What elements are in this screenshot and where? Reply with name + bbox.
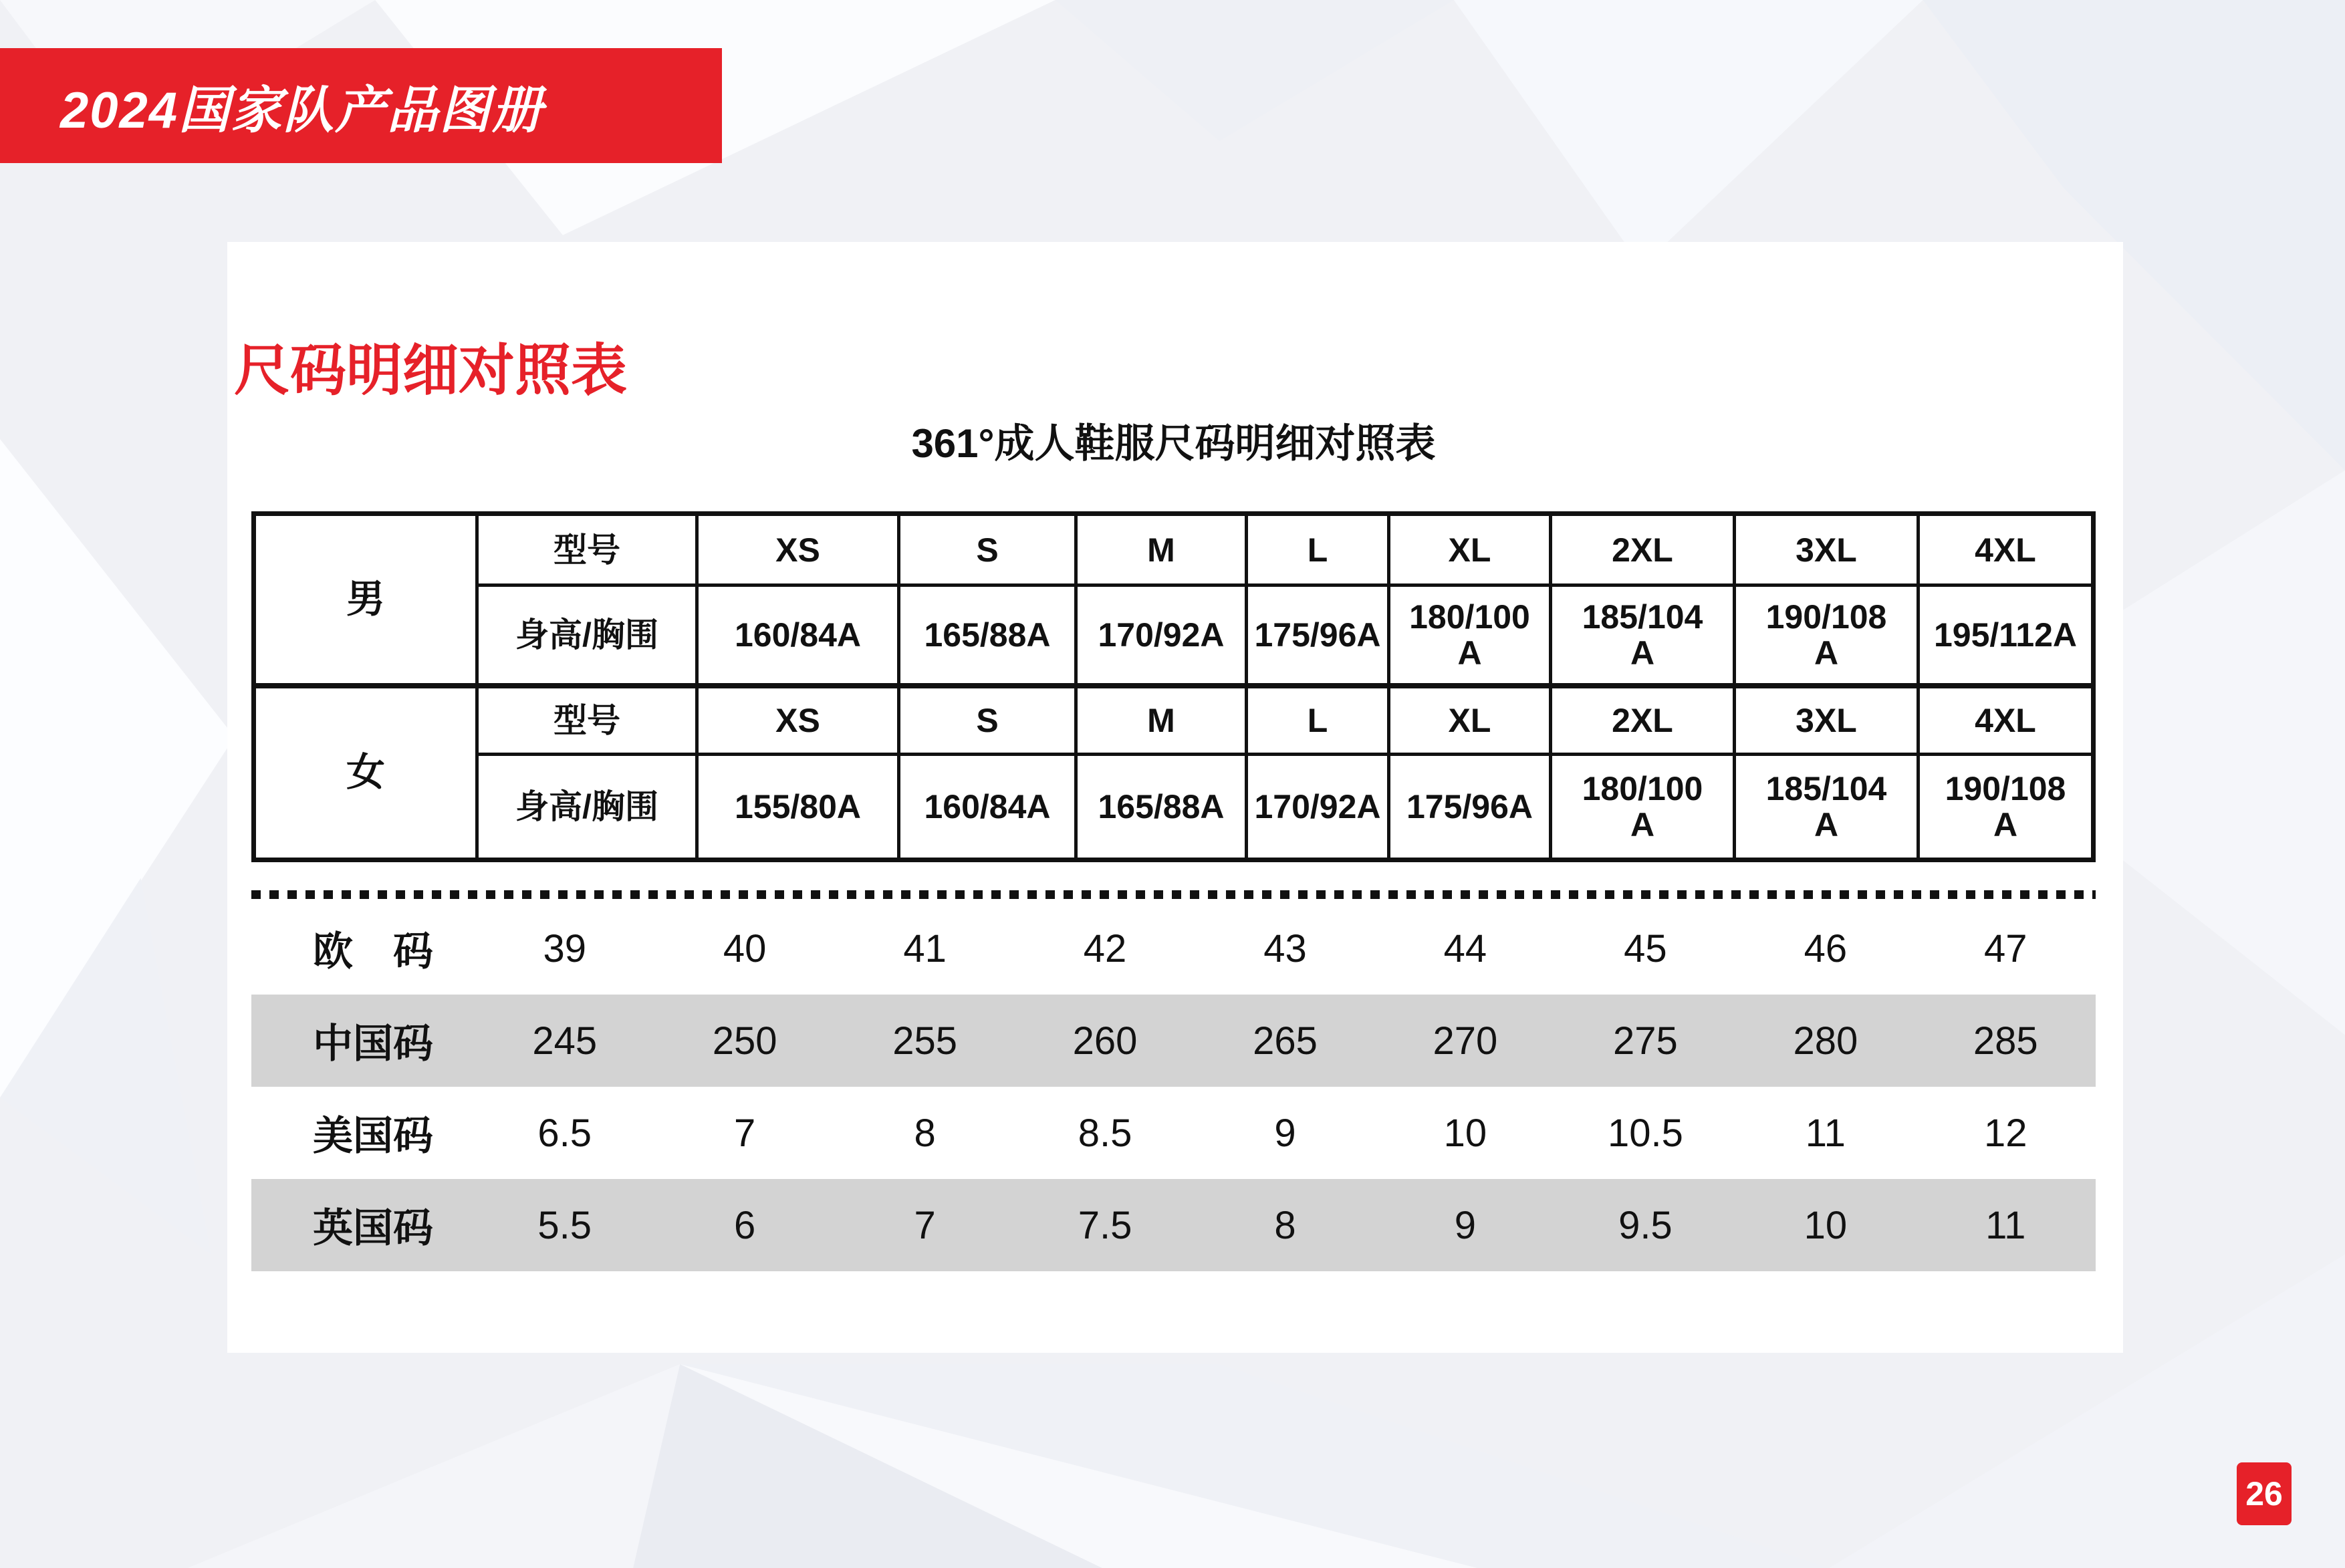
shoe-size-cell: 250 (712, 1019, 777, 1063)
shoe-size-cell: 42 (1083, 926, 1127, 970)
page-number: 26 (2245, 1475, 2283, 1513)
shoe-size-cell: 46 (1804, 926, 1848, 970)
size-header-cell: XS (699, 688, 900, 756)
size-value-cell (1736, 756, 1920, 858)
shoe-size-cell: 285 (1973, 1019, 2038, 1063)
shoe-size-cell: 47 (1984, 926, 2027, 970)
shoe-size-cell: 8 (914, 1111, 936, 1155)
cell-text: 160/84A (924, 788, 1051, 825)
shoe-size-cell: 41 (903, 926, 947, 970)
size-value-cell (699, 756, 900, 858)
cell-text: 170/92A (1254, 788, 1381, 825)
catalog-banner (0, 48, 722, 163)
cell-text: 190/108A (1945, 770, 2066, 843)
cell-text: 180/100A (1582, 770, 1703, 843)
shoe-size-row-uk (251, 1179, 2096, 1271)
height-chest-label-cell: 身高/胸围 (479, 756, 699, 858)
cell-text: 190/108A (1765, 598, 1887, 672)
size-header-cell: 2XL (1552, 688, 1736, 756)
shoe-size-cell: 265 (1253, 1019, 1318, 1063)
size-header-cell: 3XL (1736, 688, 1920, 756)
model-label-cell: 型号 (479, 516, 699, 587)
size-header-cell: L (1248, 516, 1390, 587)
size-value-cell (1390, 587, 1552, 688)
shoe-size-cell: 7.5 (1078, 1203, 1132, 1247)
shoe-size-cell: 260 (1072, 1019, 1138, 1063)
shoe-size-cell: 12 (1984, 1111, 2027, 1155)
size-header-cell: 2XL (1552, 516, 1736, 587)
shoe-size-cell: 10 (1804, 1203, 1848, 1247)
shoe-size-cell: 255 (892, 1019, 957, 1063)
shoe-size-cell: 5.5 (537, 1203, 592, 1247)
cell-text: 165/88A (924, 616, 1051, 654)
shoe-size-cell: 245 (532, 1019, 598, 1063)
size-header-cell: 4XL (1920, 688, 2091, 756)
size-header-cell: S (900, 688, 1078, 756)
shoe-size-cell: 6.5 (537, 1111, 592, 1155)
size-value-cell (1920, 587, 2091, 688)
shoe-size-row-cn (251, 995, 2096, 1087)
shoe-size-cell: 39 (543, 926, 586, 970)
shoe-size-cell: 270 (1433, 1019, 1498, 1063)
cell-text: 175/96A (1406, 788, 1533, 825)
shoe-standard-label: 中国码 (313, 1021, 433, 1066)
model-label-cell: 型号 (479, 688, 699, 756)
gender-cell-male: 男 (256, 516, 479, 688)
shoe-size-cell: 44 (1443, 926, 1487, 970)
shoe-size-cell: 11 (1805, 1111, 1846, 1155)
size-header-cell: S (900, 516, 1078, 587)
cell-text: 160/84A (734, 616, 862, 654)
page-number-badge (2237, 1462, 2292, 1525)
shoe-size-cell: 7 (914, 1203, 936, 1247)
adult-size-table (251, 511, 2096, 862)
size-header-cell: M (1078, 516, 1248, 587)
dashed-divider (251, 890, 2096, 899)
shoe-size-cell: 40 (723, 926, 767, 970)
gender-cell-female: 女 (256, 688, 479, 858)
shoe-size-row-eu (251, 902, 2096, 995)
size-header-cell: 4XL (1920, 516, 2091, 587)
size-header-cell: M (1078, 688, 1248, 756)
shoe-size-cell: 280 (1793, 1019, 1858, 1063)
cell-text: 165/88A (1098, 788, 1225, 825)
catalog-banner-title: 2024国家队产品图册 (60, 82, 544, 139)
shoe-size-row-us (251, 1087, 2096, 1179)
size-header-cell: XL (1390, 688, 1552, 756)
content-card (227, 242, 2123, 1353)
size-value-cell (1078, 587, 1248, 688)
size-value-cell (900, 587, 1078, 688)
shoe-size-cell: 9.5 (1618, 1203, 1673, 1247)
shoe-size-cell: 10.5 (1607, 1111, 1683, 1155)
shoe-size-cell: 8 (1274, 1203, 1296, 1247)
size-value-cell (1248, 756, 1390, 858)
shoe-size-table (251, 902, 2096, 1271)
height-chest-label-cell: 身高/胸围 (479, 587, 699, 688)
size-value-cell (1920, 756, 2091, 858)
size-value-cell (1078, 756, 1248, 858)
size-header-cell: XS (699, 516, 900, 587)
shoe-size-cell: 275 (1612, 1019, 1678, 1063)
shoe-size-cell: 11 (1985, 1203, 2026, 1247)
size-table-title: 361°成人鞋服尺码明细对照表 (911, 421, 1436, 466)
shoe-size-cell: 9 (1454, 1203, 1477, 1247)
shoe-standard-label: 欧 码 (313, 929, 433, 974)
size-header-cell: 3XL (1736, 516, 1920, 587)
shoe-size-cell: 8.5 (1078, 1111, 1132, 1155)
shoe-standard-label: 英国码 (313, 1206, 433, 1251)
cell-text: 185/104A (1765, 770, 1887, 843)
size-value-cell (1248, 587, 1390, 688)
cell-text: 180/100A (1409, 598, 1530, 672)
shoe-size-cell: 7 (734, 1111, 756, 1155)
size-value-cell (699, 587, 900, 688)
cell-text: 155/80A (734, 788, 862, 825)
section-heading: 尺码明细对照表 (234, 339, 628, 402)
cell-text: 195/112A (1933, 616, 2078, 654)
size-header-cell: L (1248, 688, 1390, 756)
shoe-size-cell: 10 (1443, 1111, 1487, 1155)
shoe-size-cell: 6 (734, 1203, 756, 1247)
shoe-size-cell: 45 (1624, 926, 1667, 970)
cell-text: 175/96A (1254, 616, 1381, 654)
size-value-cell (900, 756, 1078, 858)
size-value-cell (1552, 587, 1736, 688)
size-value-cell (1390, 756, 1552, 858)
cell-text: 185/104A (1582, 598, 1703, 672)
size-header-cell: XL (1390, 516, 1552, 587)
size-value-cell (1736, 587, 1920, 688)
size-value-cell (1552, 756, 1736, 858)
cell-text: 170/92A (1098, 616, 1225, 654)
shoe-size-cell: 9 (1274, 1111, 1296, 1155)
shoe-standard-label: 美国码 (313, 1114, 433, 1158)
shoe-size-cell: 43 (1263, 926, 1307, 970)
